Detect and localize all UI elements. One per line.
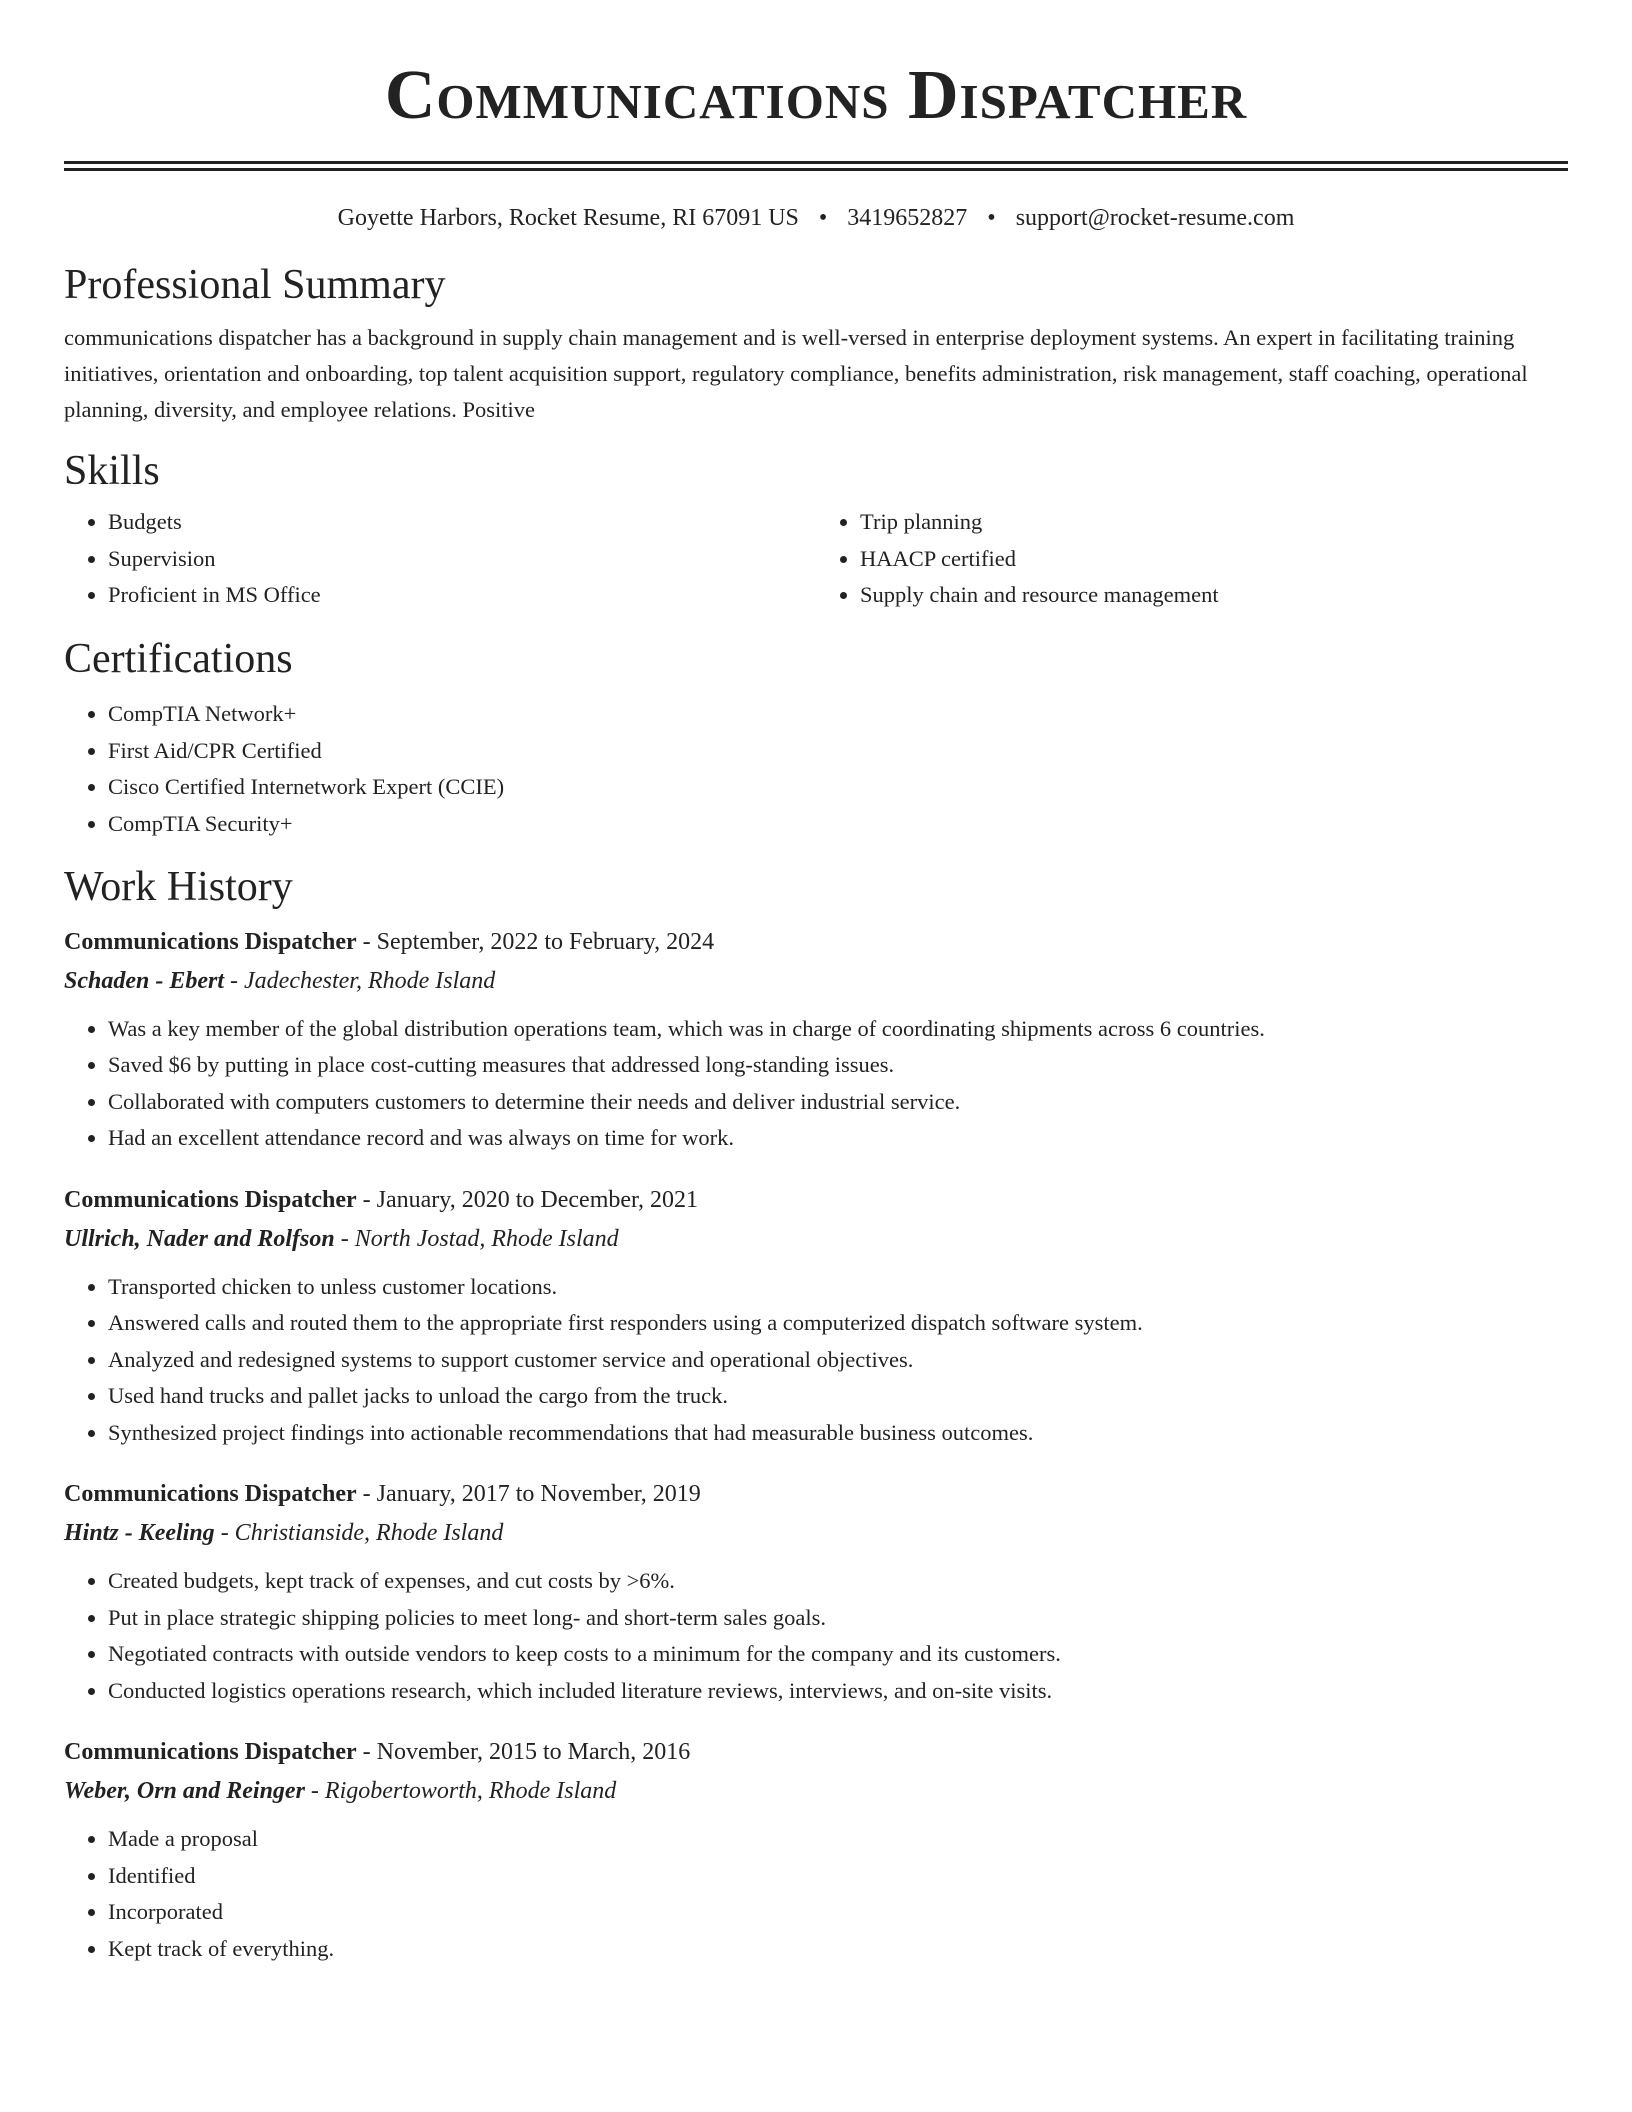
job-dates: - September, 2022 to February, 2024 [356,928,715,955]
contact-phone: 3419652827 [847,204,968,231]
job-dates: - November, 2015 to March, 2016 [356,1739,691,1766]
work-history-section [64,862,1568,1967]
job-location: - Rigobertoworth, Rhode Island [304,1778,617,1805]
job-duty: • Made a proposal [108,1821,1568,1858]
job-duty: • Created budgets, kept track of expenses, and cut costs by >6%. [108,1563,1568,1600]
title-divider [64,161,1568,171]
job-duty: • Was a key member of the global distribution operations team, which was in charge of coordinating shipments across 6 countries. [108,1011,1568,1048]
job-title: Communications Dispatcher [64,1739,357,1766]
job-title: Communications Dispatcher [64,1186,357,1213]
job-header [64,1733,1568,1771]
skill-item: • Supply chain and resource management [860,577,1568,614]
skills-columns [64,504,1568,614]
job-location: - North Jostad, Rhode Island [334,1225,619,1252]
certification-item: • CompTIA Network+ [108,696,1568,733]
job-duties [64,1011,1568,1157]
job-duty: • Transported chicken to unless customer locations. [108,1269,1568,1306]
job-dates: - January, 2017 to November, 2019 [356,1481,701,1508]
job-duty: • Put in place strategic shipping policies to meet long- and short-term sales goals. [108,1600,1568,1637]
job-duties [64,1269,1568,1452]
job-entry [64,1181,1568,1452]
job-header [64,923,1568,961]
skill-item: • HAACP certified [860,541,1568,578]
skills-heading: Skills [64,447,160,494]
job-entry [64,923,1568,1157]
summary-text: communications dispatcher has a background in supply chain management and is well-versed in enterprise deployment systems. An expert in facilitating training initiatives, orientation and onboarding, top talent acquisition support, regulatory compliance, benefits administration, risk management, staff coaching, operational planning, diversity, and employee relations. Positive [64,324,1528,422]
job-duty: • Conducted logistics operations research, which included literature reviews, interviews, and on-site visits. [108,1673,1568,1710]
job-location: - Christianside, Rhode Island [214,1520,504,1547]
job-duty: • Used hand trucks and pallet jacks to unload the cargo from the truck. [108,1378,1568,1415]
job-title: Communications Dispatcher [64,928,357,955]
skill-item: • Budgets [108,504,816,541]
job-duty: • Had an excellent attendance record and was always on time for work. [108,1120,1568,1157]
job-employer [64,961,1568,1001]
skills-section [64,446,1568,614]
resume-title: Communications Dispatcher [384,57,1248,134]
job-employer [64,1513,1568,1553]
job-duty: • Answered calls and routed them to the appropriate first responders using a computerized dispatch software system. [108,1305,1568,1342]
contact-email: support@rocket-resume.com [1015,204,1295,231]
job-entry [64,1475,1568,1709]
job-duty: • Synthesized project findings into actionable recommendations that had measurable business outcomes. [108,1415,1568,1452]
job-header [64,1475,1568,1513]
job-duties [64,1821,1568,1967]
contact-line [64,205,1568,232]
certification-item: • First Aid/CPR Certified [108,733,1568,770]
certification-item: • CompTIA Security+ [108,806,1568,843]
contact-separator: • [987,204,996,231]
job-duty: • Collaborated with computers customers to determine their needs and deliver industrial service. [108,1084,1568,1121]
job-duty: • Saved $6 by putting in place cost-cutting measures that addressed long-standing issues. [108,1047,1568,1084]
job-employer [64,1771,1568,1811]
summary-heading: Professional Summary [64,261,446,308]
skill-item: • Trip planning [860,504,1568,541]
job-company: Weber, Orn and Reinger [64,1778,305,1805]
job-duties [64,1563,1568,1709]
contact-separator: • [818,204,828,231]
skills-list-left [64,504,816,614]
job-duty: • Incorporated [108,1894,1568,1931]
job-dates: - January, 2020 to December, 2021 [356,1186,699,1213]
skill-item: • Supervision [108,541,816,578]
job-duty: • Identified [108,1858,1568,1895]
job-company: Ullrich, Nader and Rolfson [64,1225,335,1252]
job-employer [64,1219,1568,1259]
job-duty: • Analyzed and redesigned systems to support customer service and operational objectives. [108,1342,1568,1379]
job-location: - Jadechester, Rhode Island [224,967,496,994]
job-duty: • Negotiated contracts with outside vendors to keep costs to a minimum for the company and its customers. [108,1636,1568,1673]
work-history-heading: Work History [64,864,293,911]
job-title: Communications Dispatcher [64,1481,357,1508]
contact-address: Goyette Harbors, Rocket Resume, RI 67091 US [337,204,799,231]
certification-item: • Cisco Certified Internetwork Expert (CCIE) [108,769,1568,806]
certifications-section [64,634,1568,842]
certifications-heading: Certifications [64,635,293,682]
job-company: Schaden - Ebert [64,967,225,994]
skills-list-right [816,504,1568,614]
job-company: Hintz - Keeling [64,1520,215,1547]
summary-section [64,260,1568,428]
job-duty: • Kept track of everything. [108,1931,1568,1968]
certifications-list [64,696,1568,842]
skill-item: • Proficient in MS Office [108,577,816,614]
job-header [64,1181,1568,1219]
job-entry [64,1733,1568,1967]
